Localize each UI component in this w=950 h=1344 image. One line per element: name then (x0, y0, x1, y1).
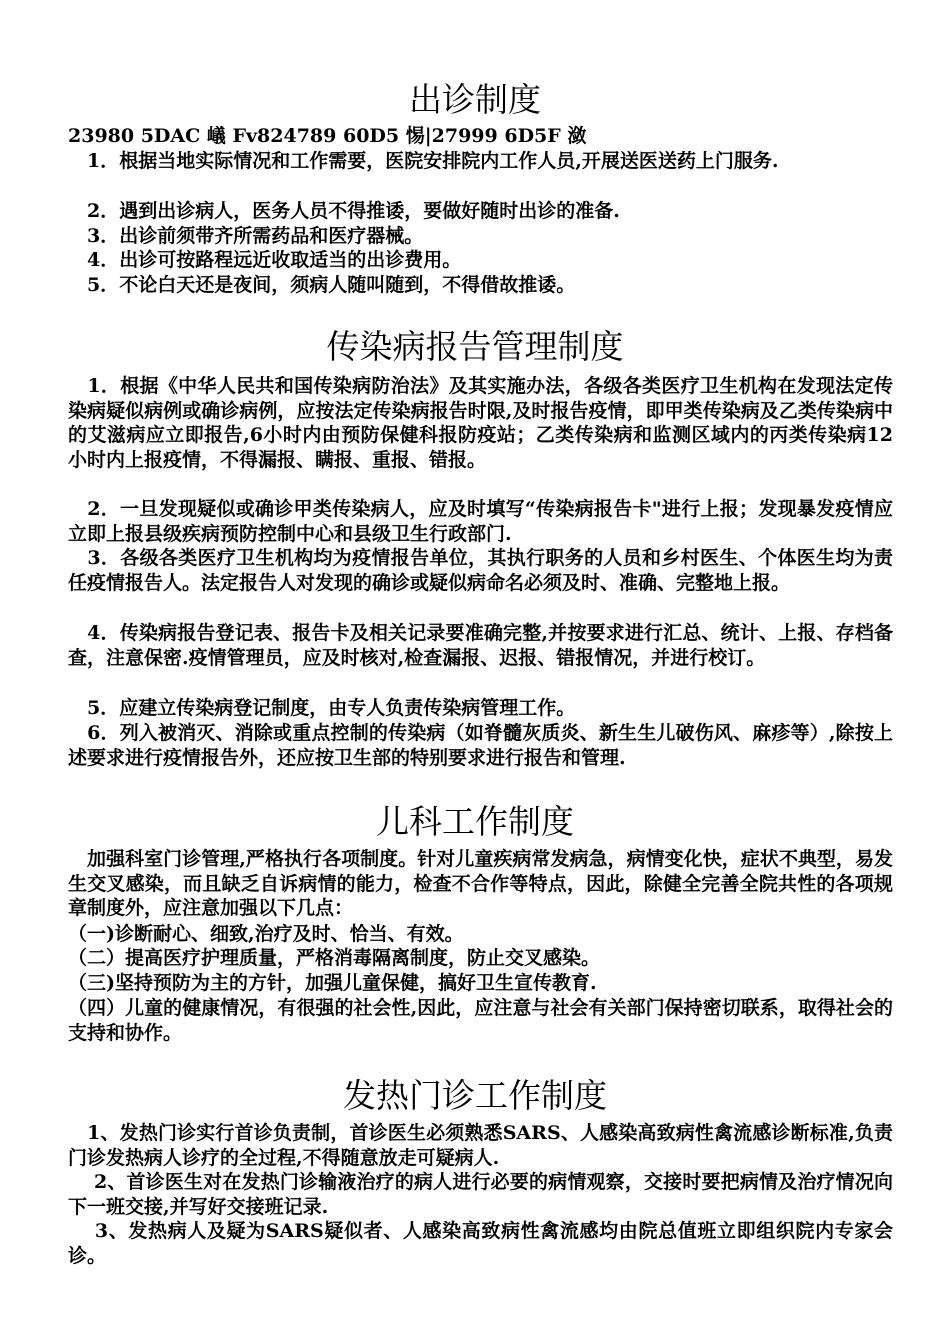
list-item: （四）儿童的健康情况，有很强的社会性,因此，应注意与社会有关部门保持密切联系，取得社会的支持和协作。 (68, 997, 893, 1044)
paragraph: 6．列入被消灭、消除或重点控制的传染病（如脊髓灰质炎、新生生儿破伤风、麻疹等）,除按上述要求进行疫情报告外，还应按卫生部的特别要求进行报告和管理. (68, 722, 893, 769)
section-title-infectious-disease-report: 传染病报告管理制度 (326, 327, 624, 366)
paragraph: 3．各级各类医疗卫生机构均为疫情报告单位，其执行职务的人员和乡村医生、个体医生均为责任疫情报告人。法定报告人对发现的确诊或疑似病命名必须及时、准确、完整地上报。 (68, 547, 893, 594)
garbled-code-line: 23980 5DAC 嶬 Fv824789 60D5 惕|27999 6D5F 潋 (68, 125, 587, 147)
section-title-pediatrics: 儿科工作制度 (376, 802, 574, 841)
paragraph: 2．一旦发现疑似或确诊甲类传染病人，应及时填写“传染病报告卡"进行上报；发现暴发疫情应立即上报县级疾病预防控制中心和县级卫生行政部门. (68, 498, 893, 545)
list-item: （二）提高医疗护理质量，严格消毒隔离制度，防止交叉感染。 (68, 947, 601, 969)
paragraph: 5．不论白天还是夜间，须病人随叫随到，不得借故推诿。 (68, 274, 576, 296)
paragraph: 1．根据当地实际情况和工作需要，医院安排院内工作人员,开展送医送药上门服务. (68, 150, 779, 172)
section-title-outpatient-visit: 出诊制度 (409, 80, 541, 119)
paragraph: 1．根据《中华人民共和国传染病防治法》及其实施办法，各级各类医疗卫生机构在发现法定传染病疑似病例或确诊病例，应按法定传染病报告时限,及时报告疫情，即甲类传染病及乙类传染病中的艾滋病应立即报告,6小时内由预防保健科报防疫站；乙类传染病和监测区域内的丙类传染病12小时内上报疫情，不得漏报、瞒报、重报、错报。 (68, 375, 893, 471)
paragraph: 3．出诊前须带齐所需药品和医疗器械。 (68, 225, 424, 247)
list-item: （一)诊断耐心、细致,治疗及时、恰当、有效。 (68, 923, 464, 945)
paragraph: 2、首诊医生对在发热门诊输液治疗的病人进行必要的病情观察，交接时要把病情及治疗情况向下一班交接,并写好交接班记录. (68, 1171, 893, 1218)
paragraph: 加强科室门诊管理,严格执行各项制度。针对儿童疾病常发病急，病情变化快，症状不典型，易发生交叉感染，而且缺乏自诉病情的能力，检查不合作等特点，因此，除健全完善全院共性的各项规章制度外，应注意加强以下几点： (68, 848, 893, 919)
paragraph: 4．出诊可按路程远近收取适当的出诊费用。 (68, 249, 462, 271)
paragraph: 4．传染病报告登记表、报告卡及相关记录要准确完整,并按要求进行汇总、统计、上报、存档备查，注意保密.疫情管理员，应及时核对,检查漏报、迟报、错报情况，并进行校订。 (68, 622, 893, 669)
paragraph: 5．应建立传染病登记制度，由专人负责传染病管理工作。 (68, 697, 576, 719)
paragraph: 3、发热病人及疑为SARS疑似者、人感染高致病性禽流感均由院总值班立即组织院内专家会诊。 (68, 1220, 893, 1267)
paragraph: 2．遇到出诊病人，医务人员不得推诿，要做好随时出诊的准备. (68, 200, 620, 222)
section-title-fever-clinic: 发热门诊工作制度 (343, 1076, 607, 1115)
paragraph: 1、发热门诊实行首诊负责制，首诊医生必须熟悉SARS、人感染高致病性禽流感诊断标准,负责门诊发热病人诊疗的全过程,不得随意放走可疑病人. (68, 1122, 893, 1169)
list-item: （三)坚持预防为主的方针，加强儿童保健，搞好卫生宣传教育. (68, 972, 597, 994)
